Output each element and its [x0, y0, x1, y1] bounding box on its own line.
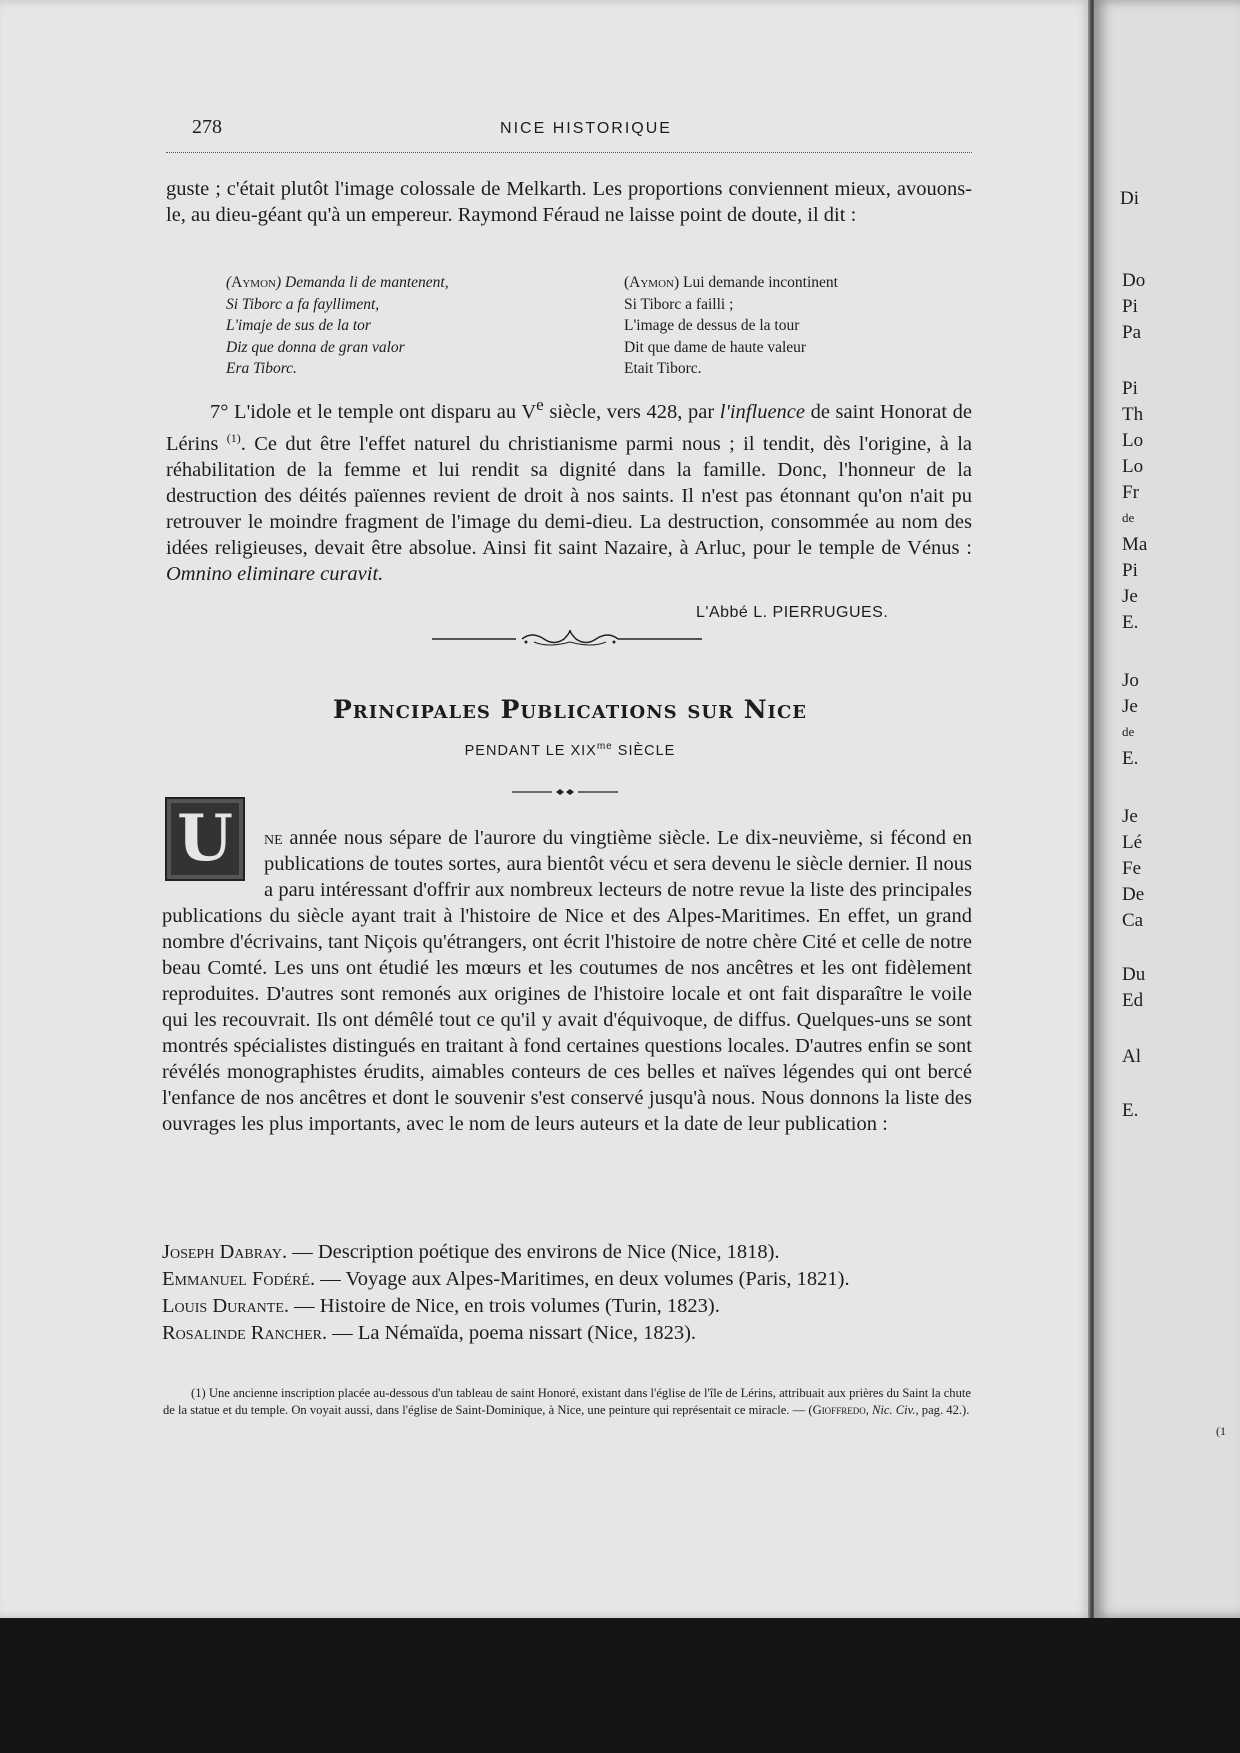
verse-original-line: Era Tiborc.: [226, 360, 297, 377]
footnote-number: (1): [191, 1385, 206, 1400]
facing-page-fragment: Fr: [1122, 482, 1139, 503]
verse-translation-line: Dit que dame de haute valeur: [624, 338, 807, 356]
footnote-reference: (1): [226, 430, 241, 445]
facing-page-fragment: Pi: [1122, 560, 1138, 581]
verse-speaker: Aymon: [629, 274, 674, 291]
verse-translation-line: L'image de dessus de la tour: [624, 317, 800, 334]
facing-page-fragment: Th: [1122, 404, 1144, 425]
superscript: e: [536, 395, 544, 414]
facing-page-fragment: Di: [1120, 188, 1139, 209]
facing-page-fragment: Je: [1122, 806, 1138, 827]
drop-cap-ornament: U: [165, 797, 245, 881]
facing-page-fragment: E.: [1122, 612, 1139, 633]
footnote-author: Gioffredo: [812, 1402, 866, 1417]
entry-author: Emmanuel Fodéré.: [162, 1268, 316, 1290]
verse-original-line: Si Tiborc a fa faylliment,: [226, 295, 380, 313]
entry-author: Louis Durante.: [162, 1295, 290, 1317]
text-run: 7° L'idole et le temple ont disparu au V: [210, 400, 537, 423]
facing-page-fragment: Pa: [1122, 322, 1141, 343]
footnote-work: Nic. Civ.: [872, 1402, 916, 1417]
page-number: 278: [192, 116, 222, 138]
text-run: PENDANT LE XIX: [464, 742, 597, 759]
publication-entry: [162, 1266, 850, 1293]
facing-page-fragment: Lo: [1122, 456, 1144, 477]
verse-first-line: Lui demande incontinent: [683, 274, 838, 291]
verse-original-line: Diz que donna de gran valor: [226, 338, 405, 356]
facing-page-fragment: Lé: [1122, 832, 1143, 853]
text-run: SIÈCLE: [612, 742, 676, 759]
facing-page-fragment: Ca: [1122, 910, 1144, 931]
running-head: NICE HISTORIQUE: [500, 120, 672, 137]
superscript: me: [596, 741, 613, 752]
text-run: , pag. 42.).: [915, 1402, 970, 1417]
text-run: Une ancienne inscription placée au-dessous d'un tableau de saint Honoré, existant dans l'église de l'île de Lérins, attribuait aux prières du Saint la chute de la statue et du temple. On voyait aussi, dans l'église de Saint-Dominique, à Nice, une peinture qui représentait ce miracle. — (: [163, 1385, 971, 1417]
facing-page-fragment: Pi: [1122, 296, 1138, 317]
verse-original-line: (Aymon) Demanda li de mantenent,: [226, 274, 449, 291]
facing-page-fragment: Du: [1122, 964, 1146, 985]
entry-author: Joseph Dabray.: [162, 1241, 288, 1263]
verse-original-line: L'imaje de sus de la tor: [226, 317, 371, 334]
entry-work: — Histoire de Nice, en trois volumes (Turin, 1823).: [289, 1295, 720, 1317]
facing-page-fragment: Ed: [1122, 990, 1144, 1011]
small-divider: [512, 787, 618, 797]
entry-author: Rosalinde Rancher.: [162, 1322, 328, 1344]
entry-work: — La Némaïda, poema nissart (Nice, 1823).: [327, 1322, 697, 1344]
section-title: Principales Publications sur Nice: [332, 695, 808, 724]
verse-speaker: Aymon: [231, 274, 276, 291]
page-header: [166, 112, 972, 153]
entry-work: — Description poétique des environs de Nice (Nice, 1818).: [287, 1241, 780, 1263]
first-word: ne: [264, 827, 283, 849]
facing-page-fragment: De: [1122, 884, 1145, 905]
verse-translation-line: Etait Tiborc.: [624, 360, 702, 377]
facing-page-fragment: Je: [1122, 696, 1138, 717]
facing-page-fragment: de: [1122, 510, 1135, 525]
facing-page-fragment: Al: [1122, 1046, 1141, 1067]
publication-entry: [162, 1239, 850, 1266]
facing-page-fragment: Jo: [1122, 670, 1139, 691]
publication-list: [162, 1239, 850, 1347]
scan-background: [0, 1618, 1240, 1753]
intro-paragraph: guste ; c'était plutôt l'image colossale de Melkarth. Les proportions conviennent mieux, avouons-le, au dieu-géant qu'à un empereur. Raymond Féraud ne laisse point de doute, il dit :: [166, 178, 972, 226]
footnote: [163, 1385, 971, 1419]
latin-quote: Omnino eliminare curavit.: [166, 562, 384, 585]
drop-cap-space: [162, 825, 264, 879]
facing-page-fragment: Fe: [1122, 858, 1141, 879]
italic-run: l'influence: [719, 400, 805, 423]
facing-page-fragment: (1: [1216, 1424, 1226, 1438]
ornamental-divider: [430, 628, 704, 650]
facing-page-fragment: E.: [1122, 1100, 1139, 1121]
facing-page-fragment: Je: [1122, 586, 1138, 607]
facing-page-fragment: Lo: [1122, 430, 1144, 451]
main-paragraph: [162, 825, 972, 1137]
text-run: ,: [865, 1402, 872, 1417]
verse-first-line: Demanda li de mantenent,: [285, 274, 449, 291]
facing-page-fragment: Do: [1122, 270, 1146, 291]
facing-page-fragment: Ma: [1122, 534, 1148, 555]
section-subtitle: [160, 741, 980, 759]
facing-page-fragment: de: [1122, 724, 1135, 739]
facing-page-edge: [1094, 0, 1240, 1618]
entry-work: — Voyage aux Alpes-Maritimes, en deux volumes (Paris, 1821).: [315, 1268, 850, 1290]
text-run: année nous sépare de l'aurore du vingtième siècle. Le dix-neuvième, si fécond en publications de toutes sortes, aura bientôt vécu et sera devenu le siècle dernier. Il nous a paru intéressant d'offrir aux nombreux lecteurs de notre revue la liste des principales publications du siècle ayant trait à l'histoire de Nice et des Alpes-Maritimes. En effet, un grand nombre d'écrivains, tant Niçois qu'étrangers, ont écrit l'histoire de notre chère Cité et celle de notre beau Comté. Les uns ont étudié les mœurs et les coutumes de nos ancêtres et les ont fidèlement reproduites. D'autres sont remonés aux origines de l'histoire locale et ont fait disparaître le voile qui les recouvrait. Ils ont démêlé tout ce qu'il y avait d'équivoque, de diffus. Quelques-uns se sont montrés spécialistes distingués en traitant à fond certaines questions locales. D'autres enfin se sont révélés monographistes érudits, aimables conteurs de ces belles et naïves légendes qui ont bercé l'enfance de nos ancêtres et dont le souvenir s'est conservé jusqu'à nous. Nous donnons la liste des ouvrages les plus importants, avec le nom de leurs auteurs et la date de leur publication :: [162, 827, 972, 1135]
facing-page-fragment: Pi: [1122, 378, 1138, 399]
verse-translation: [624, 272, 838, 380]
verse-original: [226, 272, 449, 380]
facing-page-fragment: E.: [1122, 748, 1139, 769]
verse-translation-line: Si Tiborc a failli ;: [624, 295, 734, 313]
text-run: de saint Honorat de Lérins: [166, 400, 972, 455]
text-run: . Ce dut être l'effet naturel du christianisme parmi nous ; il tendit, dès l'origine, à la réhabilitation de la femme et lui rendit sa dignité dans la famille. Donc, l'honneur de la destruction des déités païennes revient de droit à nos saints. Il n'est pas étonnant qu'on n'ait pu retrouver le moindre fragment de l'image du demi-dieu. La destruction, consommée au nom des idées religieuses, devait être absolue. Ainsi fit saint Nazaire, à Arluc, pour le temple de Vénus :: [166, 432, 973, 559]
author-signature: L'Abbé L. PIERRUGUES.: [696, 604, 889, 621]
publication-entry: [162, 1320, 850, 1347]
paragraph-seven: [166, 392, 972, 587]
verse-translation-line: (Aymon) Lui demande incontinent: [624, 274, 838, 291]
text-run: siècle, vers 428, par: [543, 400, 720, 423]
publication-entry: [162, 1293, 850, 1320]
